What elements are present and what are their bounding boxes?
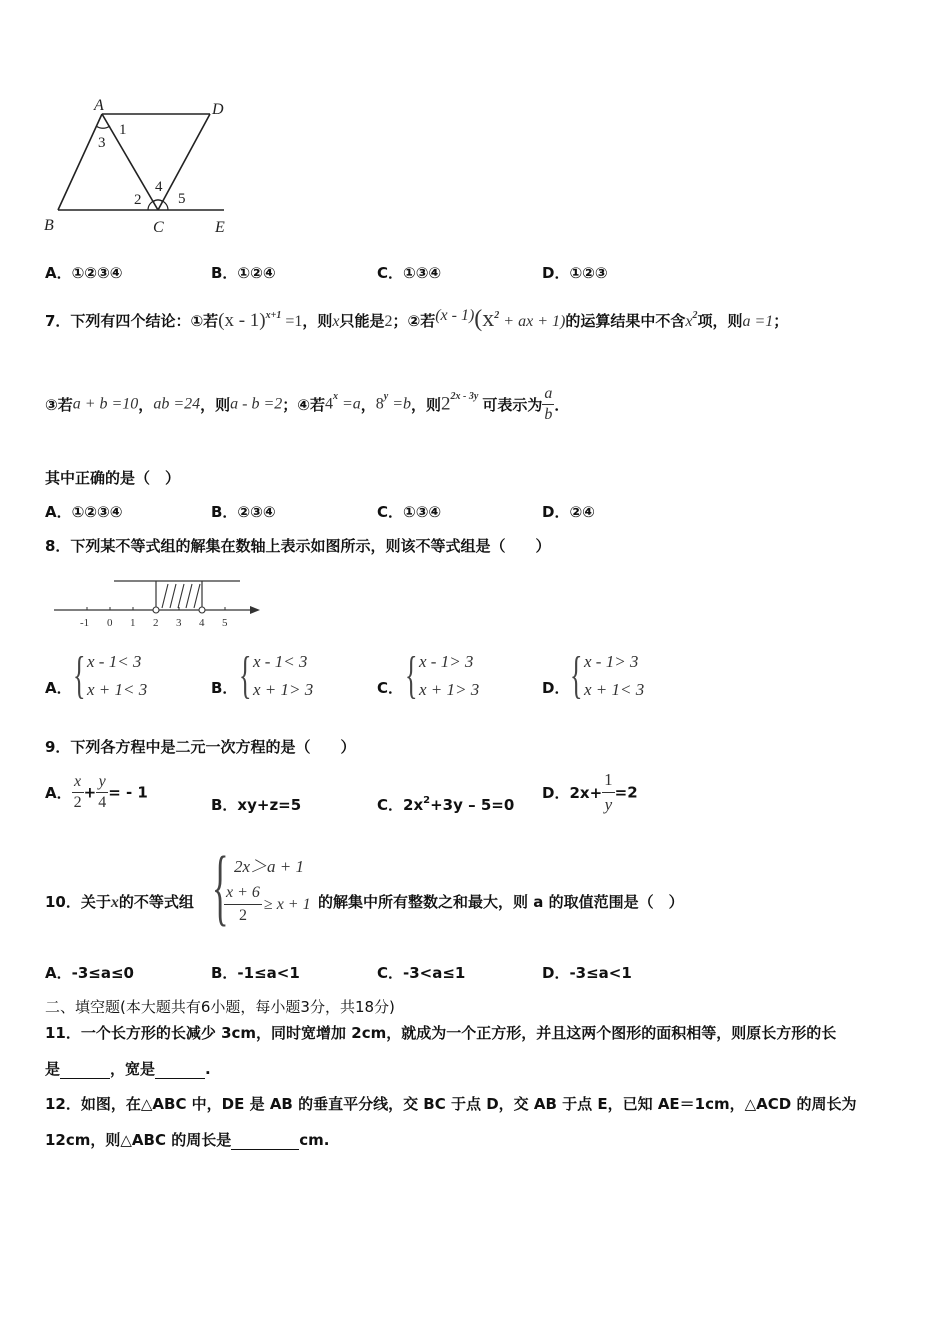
axis-arrow-icon [250,606,260,614]
open-endpoint-2 [153,607,159,613]
angle-label-4: 4 [155,179,163,195]
q7-option-a[interactable]: A．①②③④ [45,503,123,521]
q9-option-a[interactable]: A． $\frac{x}{2}$ + $\frac{y}{4}$ = - 1 [45,773,148,811]
section-title: 二、填空题(本大题共有6小题，每小题3分，共18分) [45,998,395,1016]
open-endpoint-4 [199,607,205,613]
q11-line1: 11．一个长方形的长减少 3cm，同时宽增加 2cm，就成为一个正方形，并且这两个图形的面积相等，则原长方形的长 [45,1024,837,1042]
number-line-figure [50,574,265,630]
q7-option-d[interactable]: D．②④ [542,503,595,521]
angle-arc-A [96,126,110,128]
q9-option-d[interactable]: D．2x+ $\frac{1}{y}$ =2 [542,770,638,814]
q12-line1: 12．如图，在△ABC 中，DE 是 AB 的垂直平分线，交 BC 于点 D，交 AB 于点 E，已知 AE＝1cm，△ACD 的周长为 [45,1095,857,1113]
parallelogram-figure [38,92,238,242]
q7-line2: ③若a + b =10，ab =24，则a - b =2；④若$4^x =a$，$8^y =b$，则$2^{2x - 3y}$ 可表示为 $\frac{a}{b}$ ． [45,385,570,423]
q7-prompt: 其中正确的是（ ） [45,469,181,487]
tick-label: 0 [107,617,113,629]
label-D: D [212,101,224,118]
q6-option-a[interactable]: A．①②③④ [45,264,123,282]
solution-hatching [162,584,200,608]
tick-label: 2 [153,617,159,629]
q8-option-d[interactable]: D． { x - 1> 3 x + 1< 3 [542,647,645,704]
q7-option-c[interactable]: C．①③④ [377,503,442,521]
q10-option-b[interactable]: B．-1≤a<1 [211,964,300,982]
angle-label-5: 5 [178,191,186,207]
angle-label-2: 2 [134,192,142,208]
label-B: B [44,217,54,234]
q11-blank-width[interactable] [155,1064,205,1079]
q7-option-b[interactable]: B．②③④ [211,503,276,521]
segment-AB [58,114,102,210]
q7-line1: 7．下列有四个结论：①若(x - 1)$^{x+1}$ =1，则x只能是2；②若$(x - 1)(x^2$ + ax + 1)的运算结果中不含$x^2$项，则a =1； [45,306,789,332]
q10-lead: 10．关于x的不等式组 [45,893,194,911]
q12-blank-perimeter[interactable] [231,1135,299,1150]
tick-label: 5 [222,617,228,629]
q9-option-c[interactable]: C．$2x^2+3y - 5=0$ [377,795,515,814]
tick-label: 1 [130,617,136,629]
q10-option-c[interactable]: C．-3<a≤1 [377,964,466,982]
angle-label-1: 1 [119,122,127,138]
label-A: A [94,97,104,114]
q8-stem: 8．下列某不等式组的解集在数轴上表示如图所示，则该不等式组是（ ） [45,537,551,555]
q8-option-a[interactable]: A． { x - 1< 3 x + 1< 3 [45,647,148,704]
q8-option-c[interactable]: C． { x - 1> 3 x + 1> 3 [377,647,480,704]
q10-inequality-system: { 2x＞a + 1 $\frac{x + 6}{2}$ ≥ x + 1 [212,838,311,934]
q6-option-b[interactable]: B．①②④ [211,264,276,282]
q8-option-b[interactable]: B． { x - 1< 3 x + 1> 3 [211,647,314,704]
segment-AC [102,114,158,210]
q9-option-b[interactable]: B．xy+z=5 [211,796,302,814]
q9-stem: 9．下列各方程中是二元一次方程的是（ ） [45,738,356,756]
angle-label-3: 3 [98,135,106,151]
q10-option-a[interactable]: A．-3≤a≤0 [45,964,134,982]
q11-blank-length[interactable] [60,1064,110,1079]
q11-line2: 是 ，宽是 . [45,1060,211,1078]
tick-label: 4 [199,617,205,629]
q10-tail: 的解集中所有整数之和最大，则 a 的取值范围是（ ） [318,893,684,911]
label-E: E [215,219,225,236]
q12-line2: 12cm，则△ABC 的周长是 cm. [45,1131,330,1149]
label-C: C [153,219,164,236]
q6-option-d[interactable]: D．①②③ [542,264,608,282]
tick-label: -1 [80,617,90,629]
q7-fraction-a-over-b: $\frac{a}{b}$ [544,385,553,423]
q10-option-d[interactable]: D．-3≤a<1 [542,964,632,982]
angle-arc-C-inner [153,200,163,202]
q6-option-c[interactable]: C．①③④ [377,264,442,282]
tick-label: 3 [176,617,182,629]
